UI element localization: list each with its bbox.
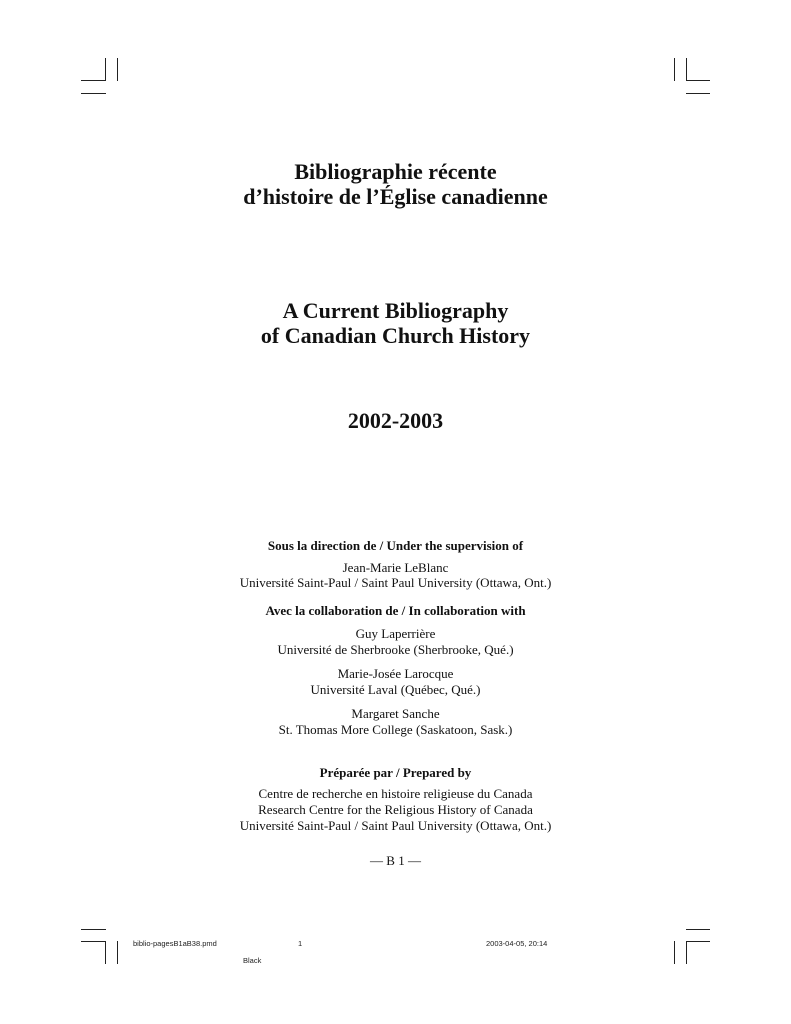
prepared-line: Research Centre for the Religious History of Canada bbox=[258, 802, 533, 817]
supervisor-name: Jean-Marie LeBlanc bbox=[342, 560, 449, 575]
crop-mark bbox=[686, 941, 687, 964]
crop-mark bbox=[686, 941, 710, 942]
crop-mark bbox=[686, 58, 687, 81]
crop-mark bbox=[686, 80, 710, 81]
collaborator-affiliation: Université de Sherbrooke (Sherbrooke, Qué.) bbox=[277, 642, 514, 657]
title-english bbox=[0, 298, 791, 348]
crop-mark bbox=[117, 58, 118, 81]
crop-mark bbox=[674, 58, 675, 81]
title-french-line: Bibliographie récente bbox=[294, 159, 497, 184]
page-number: — B 1 — bbox=[370, 853, 421, 868]
title-french bbox=[0, 159, 791, 209]
collaborator-affiliation: Université Laval (Québec, Qué.) bbox=[310, 682, 481, 697]
crop-mark bbox=[686, 93, 710, 94]
year-range: 2002-2003 bbox=[347, 408, 444, 433]
footer-color: Black bbox=[243, 956, 262, 965]
prepared-heading: Préparée par / Prepared by bbox=[319, 765, 472, 780]
crop-mark bbox=[81, 80, 106, 81]
crop-mark bbox=[81, 929, 106, 930]
prepared-line: Université Saint-Paul / Saint Paul University (Ottawa, Ont.) bbox=[239, 818, 552, 833]
collaboration-heading: Avec la collaboration de / In collaboration with bbox=[265, 603, 526, 618]
crop-mark bbox=[81, 941, 106, 942]
title-english-line: A Current Bibliography bbox=[282, 298, 509, 323]
collaborator-name: Marie-Josée Larocque bbox=[337, 666, 454, 681]
collaborator-name: Guy Laperrière bbox=[355, 626, 436, 641]
footer-filename: biblio-pagesB1aB38.pmd bbox=[133, 939, 217, 948]
crop-mark bbox=[117, 941, 118, 964]
title-english-line: of Canadian Church History bbox=[260, 323, 531, 348]
crop-mark bbox=[105, 58, 106, 81]
supervision-heading: Sous la direction de / Under the supervision of bbox=[267, 538, 524, 553]
footer-page: 1 bbox=[298, 939, 303, 948]
crop-mark bbox=[105, 941, 106, 964]
collaborator-affiliation: St. Thomas More College (Saskatoon, Sask.) bbox=[278, 722, 513, 737]
crop-mark bbox=[686, 929, 710, 930]
prepared-line: Centre de recherche en histoire religieuse du Canada bbox=[258, 786, 533, 801]
footer-datetime: 2003-04-05, 20:14 bbox=[486, 939, 548, 948]
crop-mark bbox=[674, 941, 675, 964]
crop-mark bbox=[81, 93, 106, 94]
collaborator-name: Margaret Sanche bbox=[351, 706, 440, 721]
title-french-line: d’histoire de l’Église canadienne bbox=[243, 184, 548, 209]
supervisor-affiliation: Université Saint-Paul / Saint Paul University (Ottawa, Ont.) bbox=[239, 575, 552, 590]
